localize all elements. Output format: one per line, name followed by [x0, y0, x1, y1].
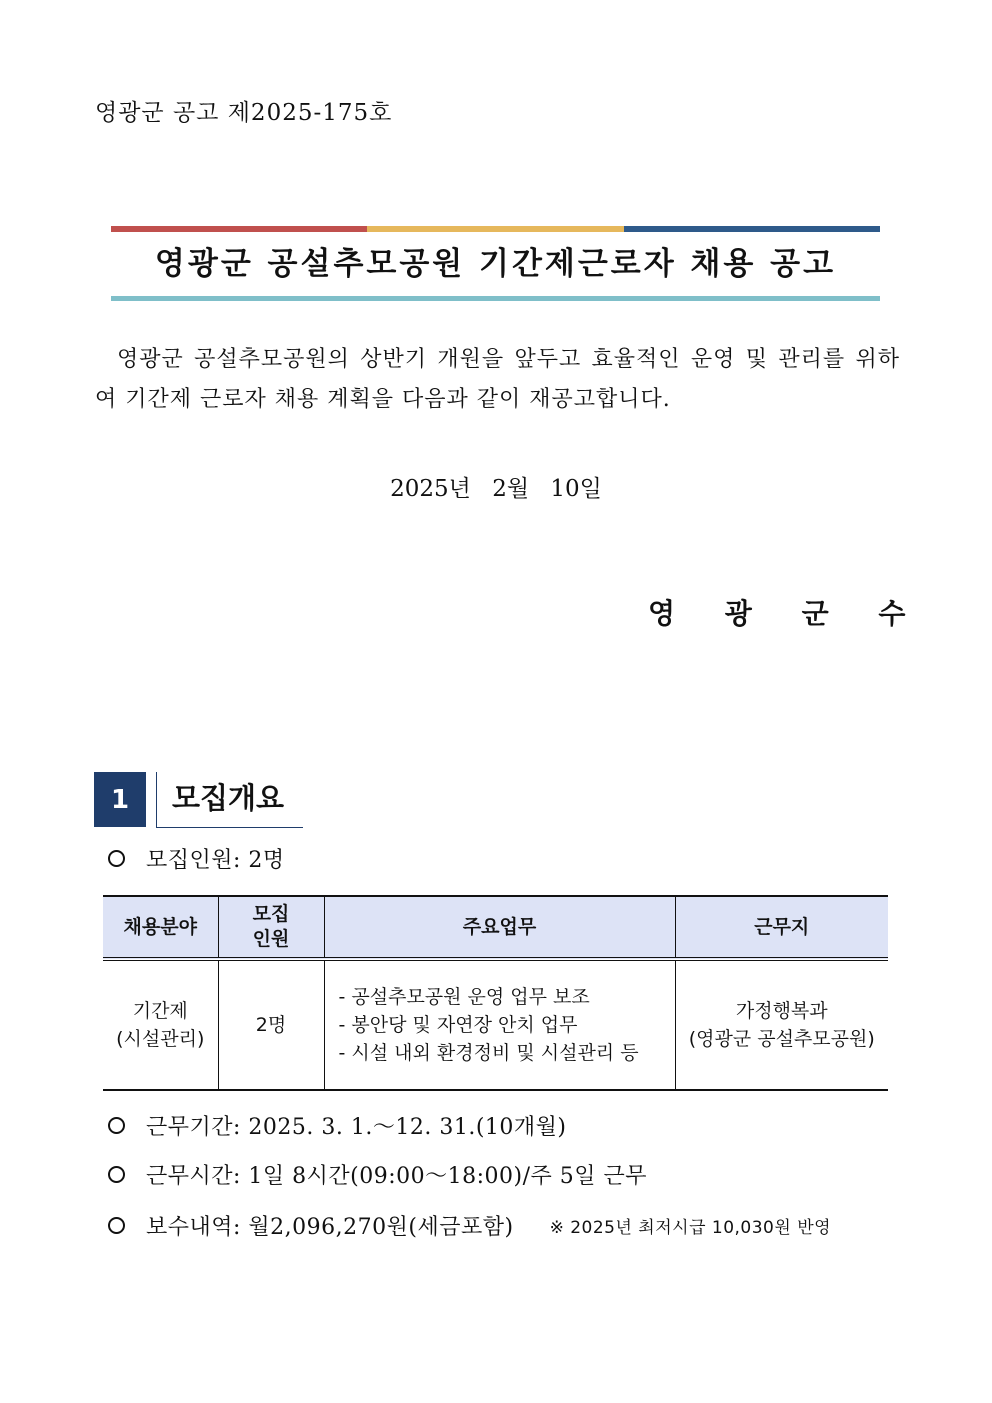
notice-date: 2025년 2월 10일 [390, 476, 602, 502]
duty-item: - 시설 내외 환경정비 및 시설관리 등 [338, 1042, 639, 1064]
signer: 영 광 군 수 [648, 597, 926, 630]
table-header-row [103, 896, 888, 959]
section-number-badge: 1 [94, 772, 146, 827]
header-count-line1: 모집 [252, 903, 290, 925]
title-top-bar [111, 226, 880, 232]
recruit-count-text: 모집인원: 2명 [146, 848, 285, 873]
title-bar-segment-blue [624, 226, 880, 232]
circle-bullet-icon [108, 1166, 125, 1183]
work-hours-text: 근무시간: 1일 8시간(09:00～18:00)/주 5일 근무 [146, 1164, 648, 1189]
field-line2: (시설관리) [116, 1028, 205, 1050]
recruit-table [103, 895, 888, 1091]
cell-workplace [675, 959, 888, 1090]
pay-item [108, 1210, 831, 1241]
header-count-line2: 인원 [252, 928, 290, 950]
work-period-text: 근무기간: 2025. 3. 1.～12. 31.(10개월) [146, 1115, 567, 1140]
cell-duties [324, 959, 675, 1090]
circle-bullet-icon [108, 850, 125, 867]
recruit-count-item [108, 843, 285, 874]
title-bar-segment-yellow [367, 226, 623, 232]
cell-count: 2명 [218, 959, 324, 1090]
duty-item: - 봉안당 및 자연장 안치 업무 [338, 1014, 578, 1036]
table-row [103, 959, 888, 1090]
workplace-line1: 가정행복과 [735, 1000, 828, 1022]
intro-paragraph: 영광군 공설추모공원의 상반기 개원을 앞두고 효율적인 운영 및 관리를 위하여 기간제 근로자 채용 계획을 다음과 같이 재공고합니다. [95, 347, 900, 412]
page-title: 영광군 공설추모공원 기간제근로자 채용 공고 [154, 246, 837, 282]
title-bar-segment-red [111, 226, 367, 232]
pay-note: ※ 2025년 최저시급 10,030원 반영 [549, 1218, 832, 1238]
work-hours-item [108, 1159, 647, 1190]
circle-bullet-icon [108, 1217, 125, 1234]
header-workplace: 근무지 [675, 896, 888, 959]
cell-field [103, 959, 218, 1090]
work-period-item [108, 1110, 567, 1141]
duty-item: - 공설추모공원 운영 업무 보조 [338, 986, 590, 1008]
title-underline [111, 296, 880, 301]
section-title: 모집개요 [172, 781, 285, 815]
header-field: 채용분야 [103, 896, 218, 959]
header-count [218, 896, 324, 959]
field-line1: 기간제 [132, 1000, 188, 1022]
pay-text: 보수내역: 월2,096,270원(세금포함) [146, 1215, 514, 1240]
circle-bullet-icon [108, 1117, 125, 1134]
notice-number: 영광군 공고 제2025-175호 [95, 100, 393, 126]
header-duties: 주요업무 [324, 896, 675, 959]
workplace-line2: (영광군 공설추모공원) [688, 1028, 875, 1050]
